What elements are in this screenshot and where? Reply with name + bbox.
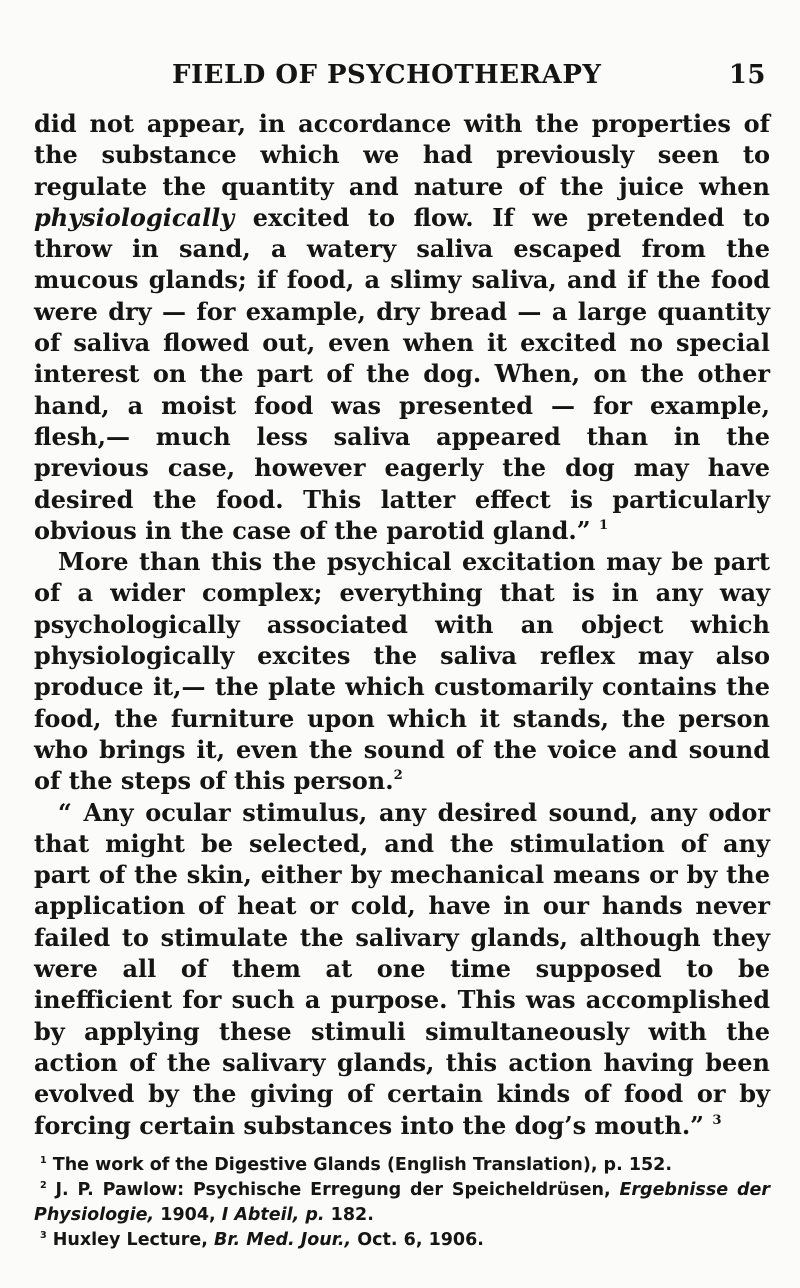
body-text xyxy=(34,108,770,1141)
footnote-ref-1: 1 xyxy=(598,517,609,533)
footnote-1: $^1$ The work of the Digestive Glands (English Translation), p. 152. xyxy=(40,1154,673,1175)
page-number: 15 xyxy=(728,60,766,90)
paragraph-2: More than this the psychical excitation may be part of a wider complex; everything that is in any way psychologically associated with an object which physiologically excites the saliva reflex may also produce it,— the plate which customarily contains the food, the furniture upon which it stands, the person who brings it, even the sound of the voice and sound of the steps of this person.$^2$ xyxy=(34,547,770,796)
running-header xyxy=(34,60,770,100)
footnote-ref-2: 2 xyxy=(393,768,403,784)
footnote-3: $^3$ Huxley Lecture, Br. Med. Jour., Oct. 6, 1906. xyxy=(40,1229,484,1250)
footnotes xyxy=(34,1153,770,1253)
paragraph-1: did not appear, in accordance with the properties of the substance which we had previously seen to regulate the quantity and nature of the juice when physiologically excited to flow. If we pretended to throw in sand, a watery saliva escaped from the mucous glands; if food, a slimy saliva, and if the food were dry — for example, dry bread — a large quantity of saliva flowed out, even when it excited no special interest on the part of the dog. When, on the other hand, a moist food was presented — for example, flesh,— much less saliva appeared than in the previous case, however eagerly the dog may have desired the food. This latter effect is particularly obvious in the case of the parotid gland.” $^1$ xyxy=(34,109,770,545)
footnote-ref-3: 3 xyxy=(712,1112,722,1128)
running-title: FIELD OF PSYCHOTHERAPY xyxy=(172,60,602,90)
paragraph-3: “ Any ocular stimulus, any desired sound, any odor that might be selected, and the stimulation of any part of the skin, either by mechanical means or by the application of heat or cold, have in our hands never failed to stimulate the salivary glands, although they were all of them at one time supposed to be inefficient for such a purpose. This was accomplished by applying these stimuli simultaneously with the action of the salivary glands, this action having been evolved by the giving of certain kinds of food or by forcing certain substances into the dog’s mouth.” $^3$ xyxy=(34,797,770,1140)
footnote-2: $^2$ J. P. Pawlow: Psychische Erregung der Speicheldrüsen, Ergebnisse der Physiologie, 1904, I Abteil, p. 182. xyxy=(34,1179,770,1225)
